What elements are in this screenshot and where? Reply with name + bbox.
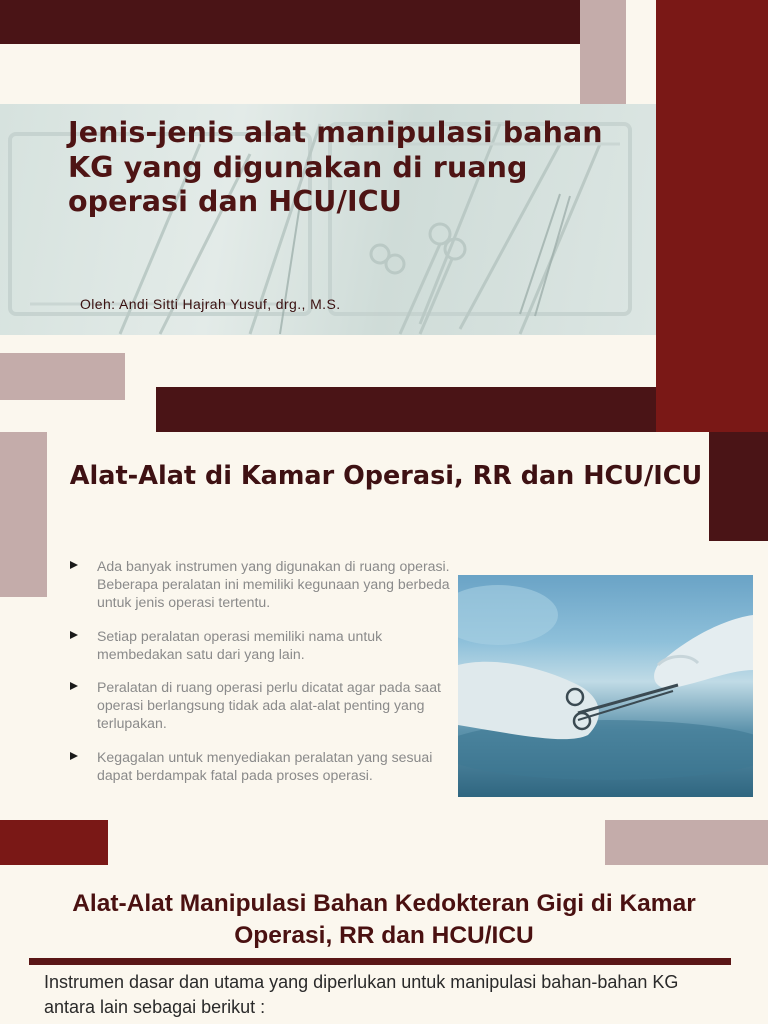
- section2-title: Alat-Alat Manipulasi Bahan Kedokteran Gigi di Kamar Operasi, RR dan HCU/ICU: [72, 890, 696, 949]
- middle-dark-bar: [156, 387, 656, 432]
- list-item-text: Kegagalan untuk menyediakan peralatan yang sesuai dapat berdampak fatal pada proses operasi.: [97, 748, 433, 783]
- section2-body-text: Instrumen dasar dan utama yang diperlukan untuk manipulasi bahan-bahan KG antara lain sebagai berikut :: [44, 972, 679, 1017]
- section2-divider: [29, 958, 731, 965]
- list-item: [70, 678, 450, 732]
- right-red-column: [656, 0, 768, 432]
- gloved-hands-passing-scissors-image: [458, 575, 753, 797]
- arrow-bullet-icon: [70, 631, 78, 639]
- list-item: [70, 557, 450, 611]
- list-item-text: Setiap peralatan operasi memiliki nama untuk membedakan satu dari yang lain.: [97, 627, 383, 662]
- arrow-bullet-icon: [70, 561, 78, 569]
- section1-bullet-list: [70, 557, 450, 799]
- top-rose-block: [580, 0, 626, 104]
- left-red-block: [0, 820, 108, 865]
- left-rose-column: [0, 432, 47, 597]
- arrow-bullet-icon: [70, 682, 78, 690]
- list-item: [70, 748, 450, 784]
- surgery-photo: [458, 575, 753, 797]
- hero-title: Jenis-jenis alat manipulasi bahan KG yang digunakan di ruang operasi dan HCU/ICU: [68, 116, 603, 218]
- right-dark-block: [709, 432, 768, 541]
- left-rose-block: [0, 353, 125, 400]
- arrow-bullet-icon: [70, 752, 78, 760]
- right-rose-block: [605, 820, 768, 865]
- section1-title: Alat-Alat di Kamar Operasi, RR dan HCU/ICU: [69, 461, 703, 491]
- list-item-text: Peralatan di ruang operasi perlu dicatat agar pada saat operasi berlangsung tidak ada alat-alat penting yang terlupakan.: [97, 679, 441, 731]
- hero-author: Oleh: Andi Sitti Hajrah Yusuf, drg., M.S.: [80, 296, 341, 312]
- list-item-text: Ada banyak instrumen yang digunakan di ruang operasi. Beberapa peralatan ini memiliki kegunaan yang berbeda untuk jenis operasi tertentu.: [97, 558, 450, 610]
- top-dark-bar: [0, 0, 600, 44]
- list-item: [70, 627, 450, 663]
